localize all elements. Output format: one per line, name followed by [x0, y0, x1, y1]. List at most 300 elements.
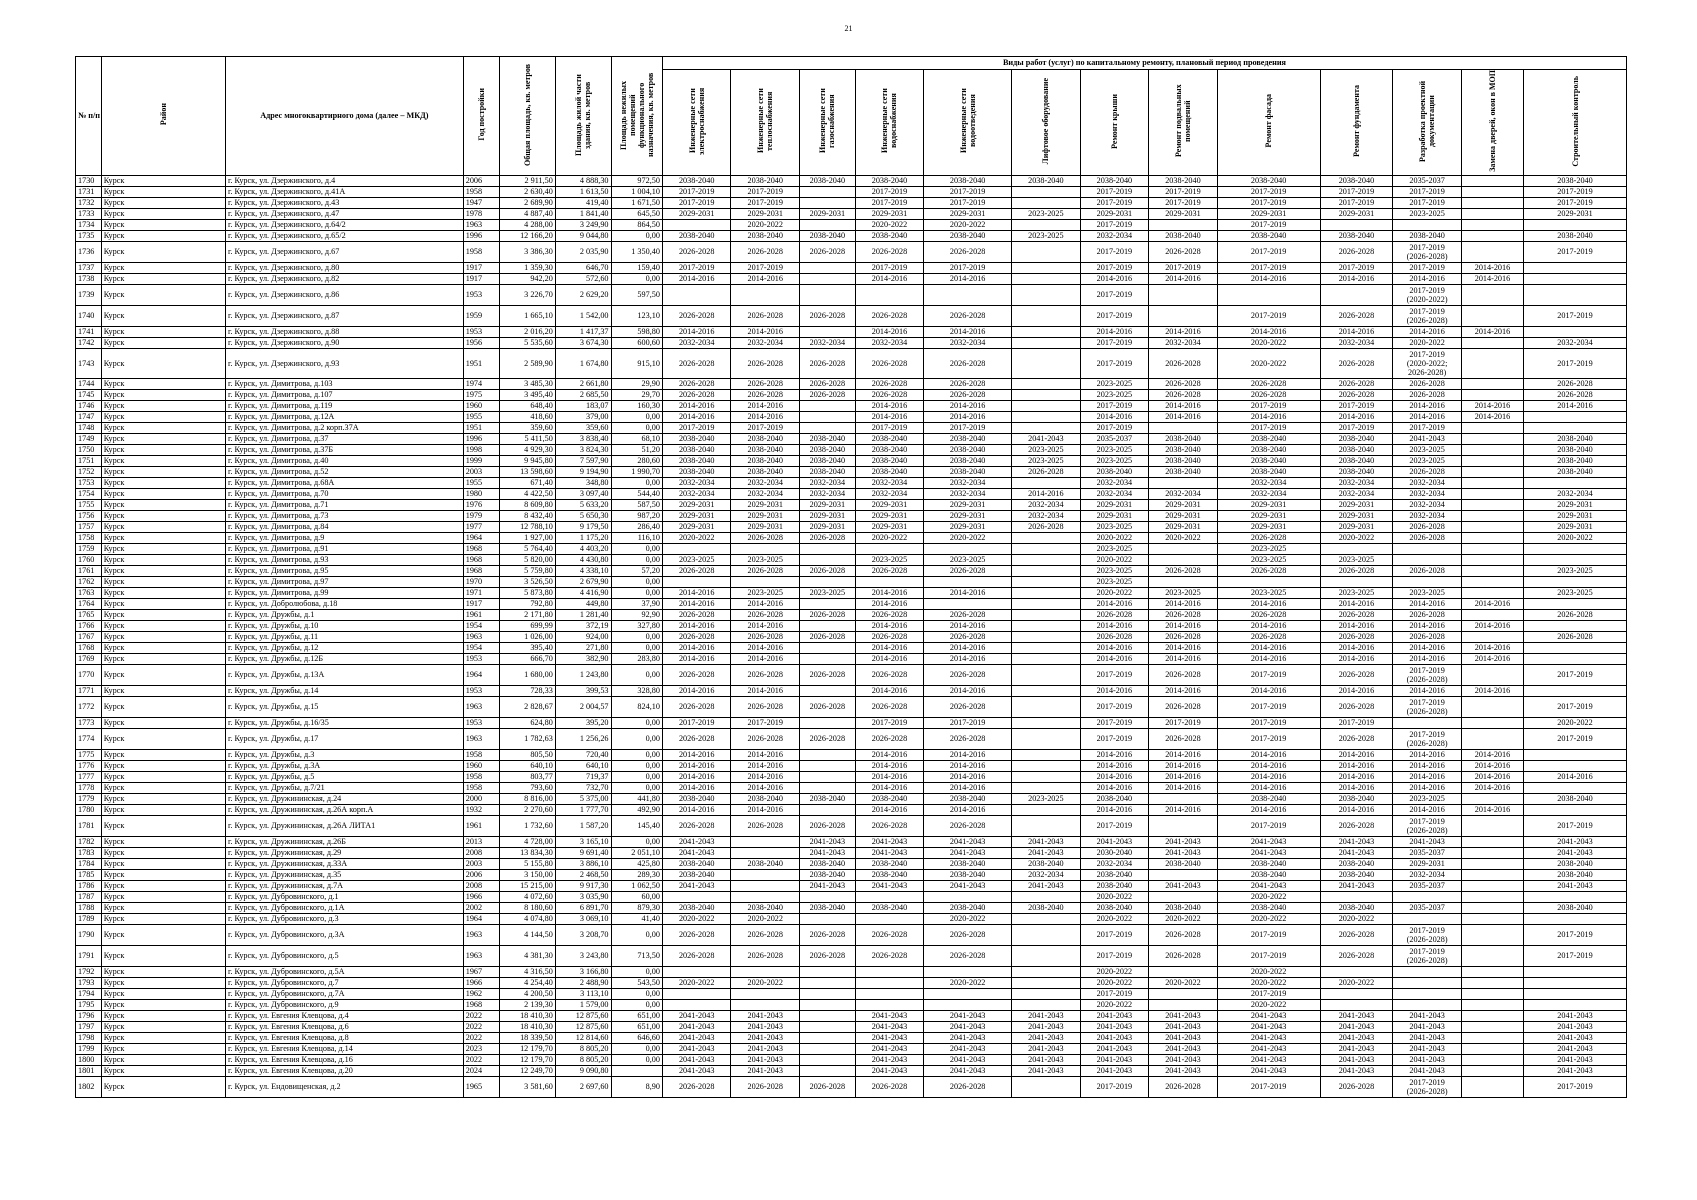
work-period-cell	[800, 1033, 856, 1044]
table-row	[76, 522, 1627, 533]
district-cell: Курск	[101, 327, 225, 338]
living-area-cell: 3 035,90	[555, 892, 611, 903]
row-number: 1788	[76, 903, 102, 914]
work-period-cell: 2023-2025	[1524, 566, 1627, 577]
living-area-cell: 12 814,60	[555, 1033, 611, 1044]
table-row	[76, 665, 1627, 686]
work-period-cell: 2014-2016	[1149, 401, 1218, 412]
work-period-cell: 2023-2025	[1012, 231, 1081, 242]
work-period-cell: 2038-2040	[1320, 456, 1393, 467]
table-row	[76, 946, 1627, 967]
work-period-cell: 2032-2034	[1080, 489, 1149, 500]
work-period-cell: 2038-2040	[924, 176, 1012, 187]
work-period-cell	[1461, 610, 1523, 621]
district-cell: Курск	[101, 198, 225, 209]
nonliving-area-cell: 41,40	[611, 914, 662, 925]
work-period-line: (2026-2028)	[1406, 252, 1448, 261]
work-period-cell	[1217, 285, 1320, 306]
row-number: 1786	[76, 881, 102, 892]
work-period-cell: 2014-2016	[1393, 643, 1462, 654]
work-period-cell: 2029-2031	[924, 522, 1012, 533]
nonliving-area-cell: 0,00	[611, 544, 662, 555]
work-period-cell: 2017-2019	[1217, 198, 1320, 209]
work-period-cell	[1524, 220, 1627, 231]
row-number: 1792	[76, 967, 102, 978]
work-period-cell	[1524, 967, 1627, 978]
nonliving-area-cell: 0,00	[611, 274, 662, 285]
work-period-cell: 2032-2034	[1524, 489, 1627, 500]
work-period-line: 2017-2019	[1409, 666, 1445, 675]
work-period-cell: 2023-2025	[1393, 445, 1462, 456]
work-period-cell	[1461, 989, 1523, 1000]
work-period-cell: 2014-2016	[1393, 772, 1462, 783]
address-cell: г. Курск, ул. Димитрова, д.12А	[225, 412, 463, 423]
table-row	[76, 750, 1627, 761]
work-period-cell: 2041-2043	[1320, 837, 1393, 848]
work-period-cell	[1320, 220, 1393, 231]
work-period-cell: 2026-2028	[1149, 697, 1218, 718]
work-period-cell	[1393, 697, 1462, 718]
year-cell: 2002	[463, 903, 499, 914]
work-period-cell	[1461, 903, 1523, 914]
living-area-cell: 4 338,10	[555, 566, 611, 577]
work-period-cell: 2026-2028	[1217, 390, 1320, 401]
table-row	[76, 881, 1627, 892]
table-row	[76, 401, 1627, 412]
work-period-cell: 2026-2028	[1149, 566, 1218, 577]
work-period-cell: 2014-2016	[662, 274, 731, 285]
work-period-cell: 2014-2016	[924, 805, 1012, 816]
header-living-area: Площадь жилой части здания, кв. метров	[555, 57, 611, 176]
work-period-cell: 2041-2043	[1012, 837, 1081, 848]
table-row	[76, 456, 1627, 467]
work-period-cell	[1461, 794, 1523, 805]
living-area-cell: 9 090,80	[555, 1066, 611, 1077]
living-area-cell: 419,40	[555, 198, 611, 209]
work-period-cell	[1524, 478, 1627, 489]
work-period-cell: 2026-2028	[924, 379, 1012, 390]
work-period-cell: 2038-2040	[1320, 231, 1393, 242]
work-period-cell: 2038-2040	[1320, 903, 1393, 914]
work-period-cell: 2038-2040	[1217, 176, 1320, 187]
work-period-cell	[1461, 816, 1523, 837]
work-period-cell	[1461, 870, 1523, 881]
address-cell: г. Курск, ул. Дружбы, д.7/21	[225, 783, 463, 794]
work-period-cell: 2038-2040	[1012, 859, 1081, 870]
total-area-cell: 9 945,80	[500, 456, 556, 467]
district-cell: Курск	[101, 837, 225, 848]
work-period-cell: 2038-2040	[1080, 881, 1149, 892]
work-period-cell	[1012, 925, 1081, 946]
table-row	[76, 686, 1627, 697]
work-period-cell: 2038-2040	[1524, 794, 1627, 805]
work-period-cell	[1524, 805, 1627, 816]
nonliving-area-cell: 60,00	[611, 892, 662, 903]
total-area-cell: 2 589,90	[500, 349, 556, 379]
district-cell: Курск	[101, 220, 225, 231]
work-period-cell: 2041-2043	[731, 1033, 800, 1044]
work-period-cell	[1012, 533, 1081, 544]
work-period-cell: 2038-2040	[800, 794, 856, 805]
total-area-cell: 18 410,30	[500, 1011, 556, 1022]
work-period-cell	[1461, 176, 1523, 187]
work-period-cell: 2026-2028	[1149, 665, 1218, 686]
work-period-cell: 2026-2028	[924, 1077, 1012, 1098]
row-number: 1764	[76, 599, 102, 610]
work-period-cell: 2020-2022	[662, 978, 731, 989]
work-period-cell: 2041-2043	[1012, 848, 1081, 859]
work-period-cell: 2032-2034	[1080, 231, 1149, 242]
year-cell: 1980	[463, 489, 499, 500]
year-cell: 1975	[463, 390, 499, 401]
nonliving-area-cell: 327,80	[611, 621, 662, 632]
work-period-cell: 2038-2040	[1524, 231, 1627, 242]
table-row	[76, 423, 1627, 434]
work-period-cell: 2023-2025	[1393, 794, 1462, 805]
district-cell: Курск	[101, 533, 225, 544]
work-period-cell: 2038-2040	[1149, 903, 1218, 914]
work-period-cell: 2038-2040	[662, 176, 731, 187]
work-period-cell	[800, 1000, 856, 1011]
year-cell: 1917	[463, 274, 499, 285]
work-period-cell: 2029-2031	[1149, 522, 1218, 533]
work-period-cell: 2026-2028	[800, 306, 856, 327]
district-cell: Курск	[101, 1022, 225, 1033]
work-period-cell	[1393, 306, 1462, 327]
address-cell: г. Курск, ул. Димитрова, д.37Б	[225, 445, 463, 456]
table-row	[76, 220, 1627, 231]
work-period-cell	[855, 892, 924, 903]
address-cell: г. Курск, ул. Дзержинского, д.43	[225, 198, 463, 209]
work-period-cell	[1012, 220, 1081, 231]
nonliving-area-cell: 0,00	[611, 231, 662, 242]
work-period-cell: 2014-2016	[731, 401, 800, 412]
work-period-cell	[1461, 566, 1523, 577]
work-period-cell: 2041-2043	[1217, 1022, 1320, 1033]
work-period-cell: 2038-2040	[924, 445, 1012, 456]
address-cell: г. Курск, ул. Евгения Клевцова, д.6	[225, 1022, 463, 1033]
work-period-cell	[800, 989, 856, 1000]
table-row	[76, 209, 1627, 220]
living-area-cell: 640,10	[555, 761, 611, 772]
year-cell: 1999	[463, 456, 499, 467]
work-period-cell	[1524, 327, 1627, 338]
work-period-cell: 2026-2028	[731, 379, 800, 390]
work-period-cell: 2026-2028	[1149, 925, 1218, 946]
work-period-cell	[1461, 423, 1523, 434]
work-period-cell: 2014-2016	[1080, 761, 1149, 772]
work-period-cell: 2026-2028	[662, 697, 731, 718]
total-area-cell: 4 316,50	[500, 967, 556, 978]
row-number: 1770	[76, 665, 102, 686]
year-cell: 2006	[463, 870, 499, 881]
work-period-cell: 2023-2025	[855, 555, 924, 566]
work-period-cell: 2026-2028	[1080, 632, 1149, 643]
work-period-cell	[1149, 967, 1218, 978]
nonliving-area-cell: 0,00	[611, 423, 662, 434]
work-period-cell	[1524, 978, 1627, 989]
work-period-cell: 2017-2019	[1524, 349, 1627, 379]
address-cell: г. Курск, ул. Димитрова, д.9	[225, 533, 463, 544]
nonliving-area-cell: 2 051,10	[611, 848, 662, 859]
address-cell: г. Курск, ул. Евгения Клевцова, д.14	[225, 1044, 463, 1055]
table-row	[76, 837, 1627, 848]
work-period-cell	[1012, 263, 1081, 274]
table-row	[76, 588, 1627, 599]
work-period-cell: 2017-2019	[1217, 306, 1320, 327]
work-period-cell: 2041-2043	[1080, 1066, 1149, 1077]
work-period-cell	[1149, 816, 1218, 837]
work-period-cell: 2026-2028	[1012, 522, 1081, 533]
work-period-cell: 2014-2016	[662, 621, 731, 632]
year-cell: 1977	[463, 522, 499, 533]
work-period-cell	[855, 1000, 924, 1011]
district-cell: Курск	[101, 665, 225, 686]
row-number: 1737	[76, 263, 102, 274]
work-period-cell: 2032-2034	[1393, 870, 1462, 881]
year-cell: 1956	[463, 338, 499, 349]
work-period-cell: 2020-2022	[1217, 914, 1320, 925]
work-period-cell: 2029-2031	[1149, 500, 1218, 511]
nonliving-area-cell: 286,40	[611, 522, 662, 533]
work-period-cell: 2026-2028	[855, 610, 924, 621]
work-period-cell	[1524, 892, 1627, 903]
district-cell: Курск	[101, 1000, 225, 1011]
table-row	[76, 925, 1627, 946]
work-period-cell: 2017-2019	[855, 718, 924, 729]
work-period-cell: 2038-2040	[924, 794, 1012, 805]
district-cell: Курск	[101, 870, 225, 881]
work-period-cell: 2014-2016	[662, 686, 731, 697]
table-row	[76, 1077, 1627, 1098]
table-row	[76, 643, 1627, 654]
work-period-cell	[800, 772, 856, 783]
header-work-8: Ремонт фасада	[1217, 70, 1320, 176]
header-year: Год постройки	[463, 57, 499, 176]
work-period-cell: 2026-2028	[1149, 379, 1218, 390]
district-cell: Курск	[101, 478, 225, 489]
work-period-cell: 2041-2043	[731, 1066, 800, 1077]
work-period-cell: 2026-2028	[924, 816, 1012, 837]
work-period-cell: 2026-2028	[855, 390, 924, 401]
work-period-cell	[1524, 423, 1627, 434]
work-period-cell	[1461, 859, 1523, 870]
work-period-cell: 2041-2043	[1524, 848, 1627, 859]
living-area-cell: 5 633,20	[555, 500, 611, 511]
work-period-cell: 2026-2028	[855, 816, 924, 837]
work-period-cell: 2038-2040	[731, 231, 800, 242]
district-cell: Курск	[101, 566, 225, 577]
work-period-cell: 2014-2016	[924, 412, 1012, 423]
total-area-cell: 395,40	[500, 643, 556, 654]
work-period-cell: 2026-2028	[924, 632, 1012, 643]
work-period-cell: 2026-2028	[731, 306, 800, 327]
nonliving-area-cell: 987,20	[611, 511, 662, 522]
work-period-cell: 2038-2040	[1524, 176, 1627, 187]
work-period-cell	[1012, 242, 1081, 263]
work-period-cell: 2026-2028	[1524, 390, 1627, 401]
year-cell: 1996	[463, 434, 499, 445]
work-period-cell: 2029-2031	[1080, 209, 1149, 220]
row-number: 1739	[76, 285, 102, 306]
work-period-cell: 2038-2040	[924, 467, 1012, 478]
address-cell: г. Курск, ул. Дубровинского, д.1	[225, 892, 463, 903]
work-period-cell: 2026-2028	[1393, 632, 1462, 643]
work-period-cell: 2038-2040	[800, 903, 856, 914]
work-period-cell: 2014-2016	[1149, 621, 1218, 632]
row-number: 1793	[76, 978, 102, 989]
total-area-cell: 1 680,00	[500, 665, 556, 686]
work-period-cell	[1012, 423, 1081, 434]
district-cell: Курск	[101, 456, 225, 467]
total-area-cell: 8 609,80	[500, 500, 556, 511]
row-number: 1802	[76, 1077, 102, 1098]
work-period-cell: 2017-2019	[1080, 338, 1149, 349]
living-area-cell: 4 888,30	[555, 176, 611, 187]
work-period-cell: 2032-2034	[1149, 489, 1218, 500]
living-area-cell: 1 587,20	[555, 816, 611, 837]
work-period-cell	[1524, 621, 1627, 632]
work-period-cell	[800, 555, 856, 566]
work-period-cell: 2029-2031	[731, 522, 800, 533]
address-cell: г. Курск, ул. Дружбы, д.17	[225, 729, 463, 750]
living-area-cell: 1 175,20	[555, 533, 611, 544]
header-num: № п/п	[76, 57, 102, 176]
row-number: 1799	[76, 1044, 102, 1055]
work-period-cell: 2038-2040	[1149, 467, 1218, 478]
district-cell: Курск	[101, 544, 225, 555]
work-period-cell: 2041-2043	[662, 1011, 731, 1022]
work-period-cell: 2026-2028	[1524, 610, 1627, 621]
work-period-cell: 2038-2040	[1149, 859, 1218, 870]
work-period-cell	[1393, 925, 1462, 946]
work-period-cell	[1461, 1066, 1523, 1077]
work-period-cell: 2014-2016	[1080, 274, 1149, 285]
work-period-line: 2017-2019	[1409, 307, 1445, 316]
table-row	[76, 306, 1627, 327]
work-period-cell: 2014-2016	[1217, 783, 1320, 794]
nonliving-area-cell: 1 990,70	[611, 467, 662, 478]
work-period-cell: 2041-2043	[1320, 848, 1393, 859]
address-cell: г. Курск, ул. Дружининская, д.26А ЛИТА1	[225, 816, 463, 837]
work-period-cell: 2014-2016	[731, 654, 800, 665]
table-row	[76, 274, 1627, 285]
work-period-cell: 2026-2028	[662, 946, 731, 967]
work-period-cell: 2023-2025	[1080, 379, 1149, 390]
living-area-cell: 3 166,80	[555, 967, 611, 978]
work-period-cell: 2017-2019	[1524, 665, 1627, 686]
work-period-cell: 2041-2043	[855, 848, 924, 859]
work-period-cell: 2038-2040	[1320, 794, 1393, 805]
work-period-cell: 2017-2019	[662, 718, 731, 729]
work-period-cell: 2017-2019	[1217, 816, 1320, 837]
work-period-cell: 2029-2031	[1524, 209, 1627, 220]
address-cell: г. Курск, ул. Дружбы, д.5	[225, 772, 463, 783]
work-period-cell	[1524, 989, 1627, 1000]
work-period-cell: 2026-2028	[662, 349, 731, 379]
row-number: 1761	[76, 566, 102, 577]
work-period-cell: 2017-2019	[1524, 198, 1627, 209]
living-area-cell: 1 841,40	[555, 209, 611, 220]
row-number: 1776	[76, 761, 102, 772]
work-period-cell	[1461, 946, 1523, 967]
work-period-cell: 2017-2019	[1217, 729, 1320, 750]
header-work-2: Инженерные сети газоснабжения	[800, 70, 856, 176]
address-cell: г. Курск, ул. Дружбы, д.3А	[225, 761, 463, 772]
work-period-cell: 2020-2022	[1080, 555, 1149, 566]
work-period-cell: 2014-2016	[1080, 750, 1149, 761]
work-period-cell: 2038-2040	[800, 445, 856, 456]
work-period-cell: 2014-2016	[1149, 761, 1218, 772]
table-row	[76, 610, 1627, 621]
year-cell: 1953	[463, 654, 499, 665]
work-period-cell	[1461, 390, 1523, 401]
total-area-cell: 4 887,40	[500, 209, 556, 220]
year-cell: 1958	[463, 242, 499, 263]
address-cell: г. Курск, ул. Димитрова, д.68А	[225, 478, 463, 489]
work-period-cell	[800, 1022, 856, 1033]
work-period-cell: 2026-2028	[855, 729, 924, 750]
work-period-cell: 2026-2028	[1320, 632, 1393, 643]
living-area-cell: 3 113,10	[555, 989, 611, 1000]
work-period-cell: 2041-2043	[855, 1044, 924, 1055]
total-area-cell: 2 016,20	[500, 327, 556, 338]
work-period-cell: 2023-2025	[1217, 544, 1320, 555]
district-cell: Курск	[101, 599, 225, 610]
address-cell: г. Курск, ул. Дружбы, д.15	[225, 697, 463, 718]
district-cell: Курск	[101, 263, 225, 274]
work-period-cell: 2014-2016	[662, 401, 731, 412]
work-period-cell: 2023-2025	[1217, 555, 1320, 566]
work-period-cell: 2041-2043	[1149, 881, 1218, 892]
work-period-cell: 2035-2037	[1393, 176, 1462, 187]
work-period-cell: 2026-2028	[800, 632, 856, 643]
work-period-cell: 2026-2028	[731, 816, 800, 837]
table-row	[76, 1022, 1627, 1033]
work-period-cell	[800, 544, 856, 555]
work-period-cell: 2017-2019	[1524, 187, 1627, 198]
row-number: 1798	[76, 1033, 102, 1044]
work-period-cell: 2026-2028	[800, 610, 856, 621]
work-period-cell: 2038-2040	[855, 176, 924, 187]
year-cell: 1964	[463, 533, 499, 544]
work-period-cell: 2017-2019	[1080, 816, 1149, 837]
work-period-cell: 2038-2040	[662, 859, 731, 870]
work-period-cell: 2026-2028	[662, 379, 731, 390]
work-period-cell: 2041-2043	[1149, 837, 1218, 848]
district-cell: Курск	[101, 467, 225, 478]
row-number: 1765	[76, 610, 102, 621]
table-row	[76, 489, 1627, 500]
work-period-cell: 2041-2043	[1524, 1066, 1627, 1077]
work-period-cell: 2014-2016	[924, 274, 1012, 285]
work-period-cell	[1524, 555, 1627, 566]
nonliving-area-cell: 0,00	[611, 837, 662, 848]
work-period-cell: 2026-2028	[1393, 533, 1462, 544]
work-period-cell: 2041-2043	[1524, 837, 1627, 848]
work-period-cell: 2014-2016	[1320, 805, 1393, 816]
work-period-cell: 2014-2016	[1149, 274, 1218, 285]
address-cell: г. Курск, ул. Евгения Клевцова, д.20	[225, 1066, 463, 1077]
work-period-cell	[1217, 577, 1320, 588]
work-period-cell	[1461, 577, 1523, 588]
work-period-cell: 2038-2040	[1217, 434, 1320, 445]
address-cell: г. Курск, ул. Димитрова, д.103	[225, 379, 463, 390]
nonliving-area-cell: 0,00	[611, 967, 662, 978]
row-number: 1775	[76, 750, 102, 761]
work-period-cell: 2041-2043	[1393, 1044, 1462, 1055]
year-cell: 1951	[463, 423, 499, 434]
